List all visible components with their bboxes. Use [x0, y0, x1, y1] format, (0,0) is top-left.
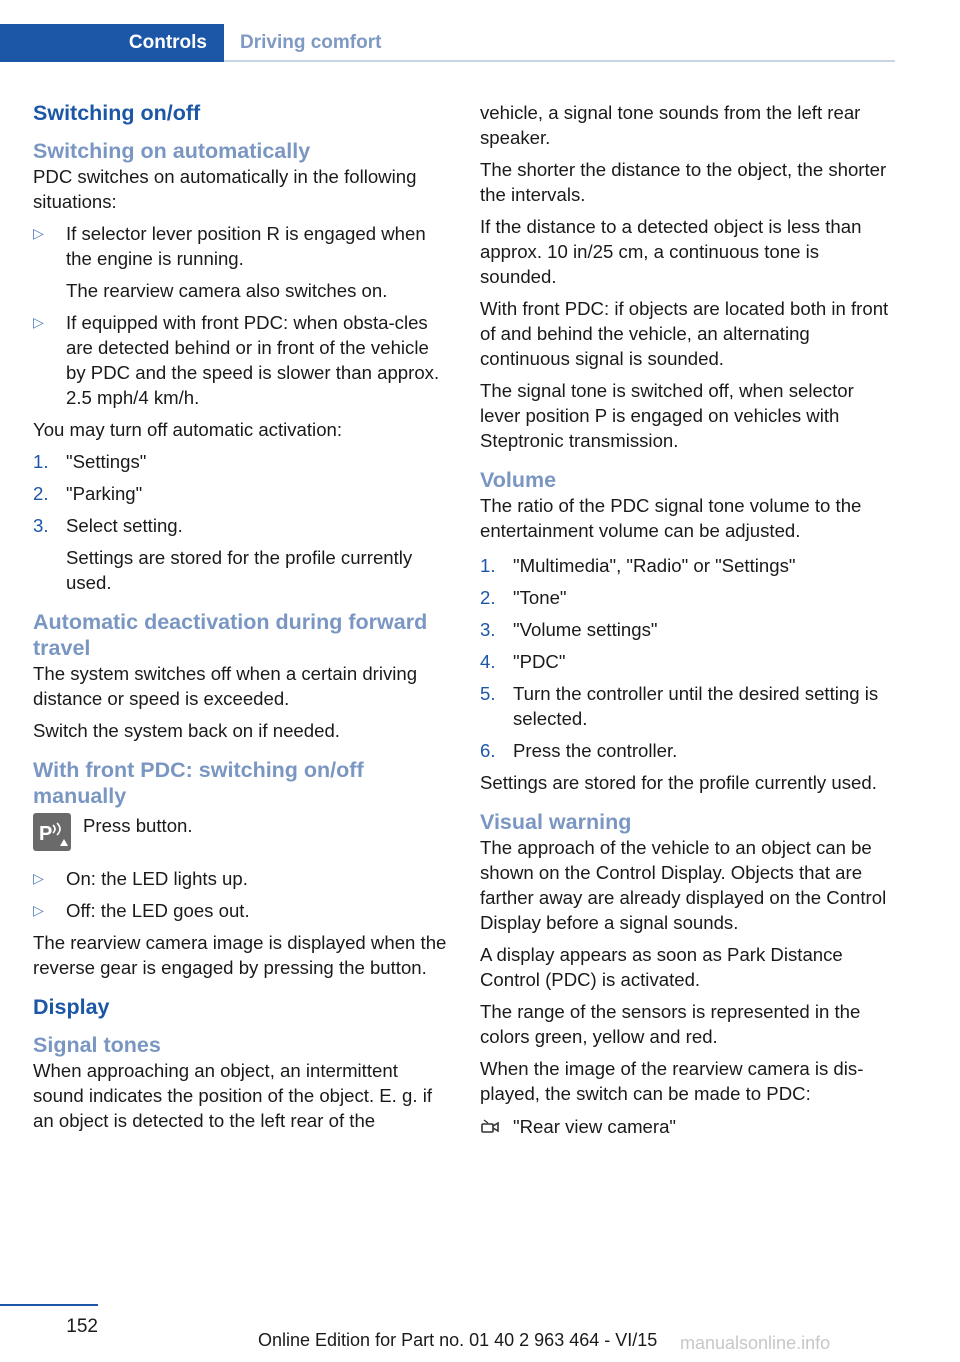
watermark: manualsonline.info	[680, 1333, 831, 1353]
heading-switching-on-automatically: Switching on automatically	[33, 139, 311, 163]
step-number: 5.	[480, 683, 496, 704]
paragraph-deact-1: The system switches off when a certain driving distance or speed is exceeded.	[33, 663, 418, 709]
page-number: 152	[66, 1316, 98, 1337]
camera-row	[480, 1114, 895, 1139]
heading-volume: Volume	[480, 468, 557, 492]
heading-front-pdc-manual: With front PDC: switching on/off manually	[33, 758, 364, 808]
paragraph-rearview: The rearview camera image is displayed when the reverse gear is engaged by pressing the button.	[33, 932, 447, 978]
step-number: 4.	[480, 651, 496, 672]
paragraph-tone-off: The signal tone is switched off, when selector lever position P is engaged on vehicles with Steptronic transmission.	[480, 380, 854, 451]
paragraph-front-pdc: With front PDC: if objects are located both in front of and behind the vehicle, an alternating continuous signal is sounded.	[480, 298, 889, 369]
step-number: 3.	[480, 619, 496, 640]
step-text: "PDC"	[513, 651, 566, 672]
list-item	[33, 481, 451, 506]
footer-divider	[0, 1304, 98, 1306]
triangle-bullet-icon: ▷	[33, 225, 44, 241]
camera-icon	[480, 1117, 502, 1142]
list-item	[33, 866, 451, 891]
step-number: 6.	[480, 740, 496, 761]
paragraph-stored: Settings are stored for the profile currently used.	[480, 772, 877, 793]
heading-switching-on-off: Switching on/off	[33, 101, 201, 125]
list-item-subtext: The rearview camera also switches on.	[66, 280, 388, 301]
pdc-button-row	[33, 813, 451, 853]
paragraph-visual-3: The range of the sensors is represented in the colors green, yellow and red.	[480, 1001, 861, 1047]
tab-controls: Controls	[0, 24, 224, 62]
list-item	[480, 553, 895, 578]
bullet-list-auto	[33, 221, 451, 410]
step-text: Press the controller.	[513, 740, 678, 761]
list-item	[33, 310, 451, 410]
step-number: 1.	[33, 451, 49, 472]
list-item-text: Off: the LED goes out.	[66, 900, 250, 921]
heading-display: Display	[33, 995, 110, 1019]
paragraph-shorter: The shorter the distance to the object, the shorter the intervals.	[480, 159, 887, 205]
step-number: 1.	[480, 555, 496, 576]
step-text: "Volume settings"	[513, 619, 658, 640]
step-text: Select setting.	[66, 515, 183, 536]
step-text: "Parking"	[66, 483, 143, 504]
steps-volume	[480, 553, 895, 763]
paragraph-turn-off: You may turn off automatic activation:	[33, 419, 343, 440]
paragraph-visual-4: When the image of the rearview camera is dis‐played, the switch can be made to PDC:	[480, 1058, 864, 1104]
list-item	[480, 681, 895, 731]
list-item	[33, 449, 451, 474]
edition-text: Online Edition for Part no. 01 40 2 963 464 - VI/15	[258, 1330, 658, 1350]
step-text: Turn the controller until the desired setting is selected.	[513, 683, 879, 729]
press-button-text: Press button.	[83, 815, 193, 836]
paragraph-auto: PDC switches on automatically in the following situations:	[33, 166, 417, 212]
step-subtext: Settings are stored for the profile currently used.	[66, 547, 413, 593]
paragraph-continuous-tone: If the distance to a detected object is less than approx. 10 in/25 cm, a continuous tone is sounded.	[480, 216, 862, 287]
step-number: 2.	[480, 587, 496, 608]
pdc-button-icon	[33, 813, 71, 851]
heading-automatic-deactivation: Automatic deactivation during forward travel	[33, 610, 428, 660]
paragraph-signal: When approaching an object, an intermittent sound indicates the position of the object. E. g. if an object is detected to the left rear of the	[33, 1060, 432, 1131]
heading-visual-warning: Visual warning	[480, 810, 632, 834]
step-text: "Tone"	[513, 587, 567, 608]
paragraph-visual-2: A display appears as soon as Park Distance Control (PDC) is activated.	[480, 944, 843, 990]
step-text: "Settings"	[66, 451, 147, 472]
list-item	[480, 738, 895, 763]
bullet-list-led	[33, 866, 451, 923]
paragraph-deact-2: Switch the system back on if needed.	[33, 720, 340, 741]
step-number: 2.	[33, 483, 49, 504]
list-item	[480, 585, 895, 610]
list-item	[480, 649, 895, 674]
right-column	[480, 100, 895, 1139]
list-item-text: On: the LED lights up.	[66, 868, 248, 889]
tab-driving-comfort: Driving comfort	[240, 32, 382, 53]
triangle-bullet-icon: ▷	[33, 902, 44, 918]
step-text: "Multimedia", "Radio" or "Settings"	[513, 555, 796, 576]
heading-signal-tones: Signal tones	[33, 1033, 161, 1057]
paragraph-continued: vehicle, a signal tone sounds from the left rear speaker.	[480, 102, 861, 148]
list-item-text: If equipped with front PDC: when obsta‐cles are detected behind or in front of the vehicle by PDC and the speed is slower than approx. 2.5 mph/4 km/h.	[66, 312, 440, 408]
svg-text:P: P	[39, 823, 53, 845]
step-number: 3.	[33, 515, 49, 536]
camera-label: "Rear view camera"	[513, 1116, 677, 1137]
list-item	[480, 617, 895, 642]
steps-turn-off	[33, 449, 451, 595]
list-item	[33, 898, 451, 923]
paragraph-visual-1: The approach of the vehicle to an object can be shown on the Control Display. Objects that are farther away are already displayed on the Control Display before a signal sounds.	[480, 837, 887, 933]
paragraph-volume: The ratio of the PDC signal tone volume to the entertainment volume can be adjusted.	[480, 495, 862, 541]
left-column	[33, 100, 451, 1140]
list-item-text: If selector lever position R is engaged when the engine is running.	[66, 223, 426, 269]
triangle-bullet-icon: ▷	[33, 314, 44, 330]
triangle-bullet-icon: ▷	[33, 870, 44, 886]
list-item	[33, 221, 451, 303]
list-item	[33, 513, 451, 595]
